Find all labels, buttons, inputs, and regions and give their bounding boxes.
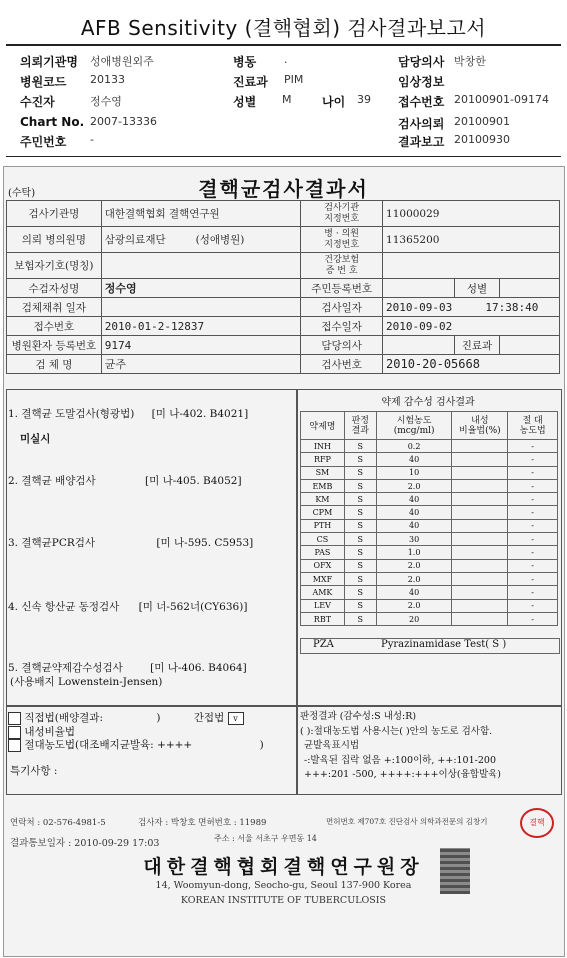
drug-row bbox=[301, 533, 558, 546]
drug-row bbox=[301, 440, 558, 453]
institute-name-en: KOREAN INSTITUTE OF TUBERCULOSIS bbox=[180, 895, 387, 906]
drug-row bbox=[301, 506, 558, 519]
judgement-line-5: +++:201 -500, ++++:+++이상(융합발육) bbox=[304, 769, 502, 780]
judgement-line-4: -:발육된 집락 없음 +:100이하, ++:101-200 bbox=[304, 754, 496, 766]
drug-result: S bbox=[344, 466, 376, 479]
patient-label: 수진자 bbox=[20, 95, 55, 109]
drug-table bbox=[300, 411, 558, 626]
insurance-no-label: 건강보험 증 번 호 bbox=[301, 253, 383, 279]
hospital-code-value: 20133 bbox=[90, 73, 125, 86]
clinical-info-label: 임상정보 bbox=[398, 75, 445, 89]
collection-date-label: 검체채취 일자 bbox=[7, 298, 102, 317]
drug-ratio bbox=[452, 453, 508, 466]
drug-row bbox=[301, 519, 558, 532]
address-kr: 주소 : 서울 서초구 우면동 14 bbox=[214, 834, 317, 843]
absolute-method-checkbox[interactable] bbox=[8, 739, 21, 752]
drug-concentration: 2.0 bbox=[376, 559, 452, 572]
drug-result: S bbox=[344, 572, 376, 585]
drug-ratio bbox=[452, 466, 508, 479]
drug-name: OFX bbox=[301, 559, 345, 572]
direct-method-label: 직접법(배양결과: bbox=[24, 712, 103, 724]
drug-ratio bbox=[452, 440, 508, 453]
age-value: 39 bbox=[357, 93, 371, 106]
indirect-method-checkbox[interactable]: v bbox=[228, 712, 244, 725]
referring-hospital-value: 삼광의료재단 bbox=[104, 234, 166, 246]
gender-label: 성별 bbox=[455, 279, 500, 298]
test-date-label: 검사일자 bbox=[301, 298, 383, 317]
referring-hospital-label: 의뢰 병의원명 bbox=[7, 227, 102, 253]
patient-reg-no-value: 9174 bbox=[101, 336, 301, 355]
drug-row bbox=[301, 612, 558, 625]
judgement-line-2: ( ):절대농도법 사용시는( )안의 농도로 검사함. bbox=[300, 725, 493, 737]
drug-concentration: 2.0 bbox=[376, 599, 452, 612]
indirect-method-label: 간접법 bbox=[193, 712, 225, 724]
attending-doctor-value bbox=[383, 336, 455, 355]
drug-absolute: - bbox=[508, 493, 558, 506]
hospital-label: 의뢰기관명 bbox=[20, 55, 78, 69]
chart-no-value: 2007-13336 bbox=[90, 115, 157, 128]
drug-name: PTH bbox=[301, 519, 345, 532]
drug-result: S bbox=[344, 479, 376, 492]
document-title: 결핵균검사결과서 bbox=[198, 177, 369, 201]
table-row bbox=[7, 227, 560, 253]
request-date-label: 검사의뢰 bbox=[398, 117, 445, 131]
drug-name: INH bbox=[301, 440, 345, 453]
drug-concentration: 40 bbox=[376, 519, 452, 532]
drug-ratio bbox=[452, 506, 508, 519]
drug-concentration: 40 bbox=[376, 586, 452, 599]
insurance-no-value bbox=[383, 253, 560, 279]
direct-method bbox=[8, 710, 244, 725]
official-stamp bbox=[440, 848, 470, 894]
test-4-code: [미 너-562너(CY636)] bbox=[138, 601, 248, 613]
header-divider bbox=[6, 44, 561, 46]
drug-absolute: - bbox=[508, 466, 558, 479]
drug-ratio bbox=[452, 519, 508, 532]
drug-result: S bbox=[344, 440, 376, 453]
drug-result: S bbox=[344, 493, 376, 506]
test-5-medium: (사용배지 Lowenstein-Jensen) bbox=[10, 676, 163, 688]
drug-ratio bbox=[452, 533, 508, 546]
test-3-title: 3. 결핵균PCR검사 bbox=[8, 537, 96, 549]
test-2-title: 2. 결핵균 배양검사 bbox=[8, 475, 96, 487]
drug-ratio bbox=[452, 559, 508, 572]
drug-ratio bbox=[452, 612, 508, 625]
drug-result: S bbox=[344, 612, 376, 625]
drug-row bbox=[301, 572, 558, 585]
pza-label: PZA bbox=[313, 639, 334, 650]
judgement-legend bbox=[300, 710, 501, 783]
drug-concentration: 2.0 bbox=[376, 479, 452, 492]
drug-name: CS bbox=[301, 533, 345, 546]
drug-row bbox=[301, 559, 558, 572]
drug-concentration: 40 bbox=[376, 493, 452, 506]
drug-concentration: 10 bbox=[376, 466, 452, 479]
drug-name: CPM bbox=[301, 506, 345, 519]
drug-name: RFP bbox=[301, 453, 345, 466]
drug-result: S bbox=[344, 559, 376, 572]
test-5 bbox=[8, 660, 247, 675]
table-row bbox=[7, 355, 560, 374]
drug-absolute: - bbox=[508, 572, 558, 585]
drug-ratio bbox=[452, 572, 508, 585]
header-drug: 약제명 bbox=[301, 412, 345, 440]
absolute-method bbox=[8, 737, 264, 752]
header-concentration: 시험농도 (mcg/ml) bbox=[376, 412, 452, 440]
drug-absolute: - bbox=[508, 612, 558, 625]
drug-row bbox=[301, 599, 558, 612]
examinee-name-label: 수검자성명 bbox=[7, 279, 102, 298]
drug-ratio bbox=[452, 599, 508, 612]
drug-result: S bbox=[344, 546, 376, 559]
dept-label: 진료과 bbox=[455, 336, 500, 355]
table-row bbox=[7, 279, 560, 298]
drug-result: S bbox=[344, 586, 376, 599]
drug-concentration: 40 bbox=[376, 453, 452, 466]
insurer-label: 보험자기호(명칭) bbox=[7, 253, 102, 279]
specimen-value: 균주 bbox=[101, 355, 301, 374]
drug-concentration: 20 bbox=[376, 612, 452, 625]
test-5-code: [미 나-406. B4064] bbox=[150, 662, 247, 674]
table-row bbox=[7, 336, 560, 355]
test-2 bbox=[8, 473, 242, 488]
drug-row bbox=[301, 546, 558, 559]
test-2-code: [미 나-405. B4052] bbox=[145, 475, 242, 487]
drug-absolute: - bbox=[508, 546, 558, 559]
test-1-title: 1. 결핵균 도말검사(형광법) bbox=[8, 408, 135, 420]
specimen-label: 검 체 명 bbox=[7, 355, 102, 374]
drug-result: S bbox=[344, 519, 376, 532]
report-title: AFB Sensitivity (결핵협회) 검사결과보고서 bbox=[80, 16, 487, 40]
test-3 bbox=[8, 535, 253, 550]
header-ratio-method: 내성 비율법(%) bbox=[452, 412, 508, 440]
drug-absolute: - bbox=[508, 453, 558, 466]
drug-absolute: - bbox=[508, 533, 558, 546]
institution-id-value: 11000029 bbox=[383, 201, 560, 227]
pza-row bbox=[300, 638, 560, 654]
doctor-value: 박창한 bbox=[454, 55, 486, 68]
header-absolute-method: 절 대 농도법 bbox=[508, 412, 558, 440]
table-row bbox=[7, 201, 560, 227]
resident-no-value: - bbox=[90, 133, 94, 146]
drug-row bbox=[301, 479, 558, 492]
drug-name: MXF bbox=[301, 572, 345, 585]
drug-ratio bbox=[452, 493, 508, 506]
address-en: 14, Woomyun-dong, Seocho-gu, Seoul 137-900 Korea bbox=[155, 880, 412, 891]
judgement-line-3: 균발육표시법 bbox=[304, 740, 360, 751]
test-5-title: 5. 결핵균약제감수성검사 bbox=[8, 662, 123, 674]
test-1-code: [미 나-402. B4021] bbox=[151, 408, 249, 420]
direct-method-close: ) bbox=[156, 712, 161, 724]
drug-result: S bbox=[344, 599, 376, 612]
drug-absolute: - bbox=[508, 519, 558, 532]
receipt-date-label: 접수일자 bbox=[301, 317, 383, 336]
test-4 bbox=[8, 599, 247, 614]
clinic-id-value: 11365200 bbox=[383, 227, 560, 253]
drug-absolute: - bbox=[508, 559, 558, 572]
table-row bbox=[7, 298, 560, 317]
institute-name: 대한결핵협회결핵연구원장 bbox=[143, 856, 424, 878]
header-bottom-divider bbox=[6, 156, 561, 157]
collection-date-value bbox=[101, 298, 301, 317]
patient-value: 정수영 bbox=[90, 95, 122, 108]
drug-ratio bbox=[452, 479, 508, 492]
drug-concentration: 40 bbox=[376, 506, 452, 519]
physician-license: 면허번호 제707호 진단검사 의학과전문의 김창기 bbox=[326, 817, 488, 826]
drug-name: KM bbox=[301, 493, 345, 506]
drug-result: S bbox=[344, 506, 376, 519]
drug-result: S bbox=[344, 533, 376, 546]
drug-row bbox=[301, 493, 558, 506]
notification-date: 결과통보일자 : 2010-09-29 17:03 bbox=[10, 838, 160, 849]
receipt-no-label: 접수번호 bbox=[398, 95, 445, 109]
ratio-method-label: 내성비율법 bbox=[24, 726, 76, 738]
institution-value: 대한결핵협회 결핵연구원 bbox=[101, 201, 301, 227]
drug-name: EMB bbox=[301, 479, 345, 492]
pza-value: Pyrazinamidase Test( S ) bbox=[381, 639, 507, 650]
examiner-info: 검사자 : 박창호 면허번호 : 11989 bbox=[138, 818, 267, 828]
table-row bbox=[7, 317, 560, 336]
drug-absolute: - bbox=[508, 506, 558, 519]
doc-receipt-no-value: 2010-01-2-12837 bbox=[101, 317, 301, 336]
drug-ratio bbox=[452, 546, 508, 559]
request-date-value: 20100901 bbox=[454, 115, 510, 128]
examinee-name-value: 정수영 bbox=[101, 279, 301, 298]
drug-name: PAS bbox=[301, 546, 345, 559]
seal-text: 결핵 bbox=[529, 818, 545, 827]
department-label: 진료과 bbox=[233, 75, 268, 89]
receipt-date-value: 2010-09-02 bbox=[383, 317, 560, 336]
drug-ratio bbox=[452, 586, 508, 599]
info-table bbox=[6, 200, 560, 374]
clinic-id-label: 병 · 의원 지정번호 bbox=[301, 227, 383, 253]
resident-no-label: 주민번호 bbox=[20, 135, 67, 149]
dept-value bbox=[499, 336, 559, 355]
gender-value bbox=[499, 279, 559, 298]
report-date-value: 20100930 bbox=[454, 133, 510, 146]
test-no-label: 검사번호 bbox=[301, 355, 383, 374]
patient-reg-no-label: 병원환자 등록번호 bbox=[7, 336, 102, 355]
test-4-title: 4. 신속 항산균 동정검사 bbox=[8, 601, 120, 613]
absolute-method-label: 절대농도법(대조배지균발육: ++++ bbox=[24, 739, 193, 751]
institution-label: 검사기관명 bbox=[7, 201, 102, 227]
doc-receipt-no-label: 접수번호 bbox=[7, 317, 102, 336]
test-no-value: 2010-20-05668 bbox=[383, 355, 560, 374]
ward-label: 병동 bbox=[233, 55, 257, 69]
absolute-method-close: ) bbox=[259, 739, 264, 751]
drug-absolute: - bbox=[508, 440, 558, 453]
test-3-code: [미 나-595. C5953] bbox=[156, 537, 254, 549]
drug-absolute: - bbox=[508, 479, 558, 492]
referring-hospital-sub: (성애병원) bbox=[195, 234, 245, 246]
drug-name: SM bbox=[301, 466, 345, 479]
header-result: 판정 결과 bbox=[344, 412, 376, 440]
drug-concentration: 0.2 bbox=[376, 440, 452, 453]
test-1-result: 미실시 bbox=[20, 433, 51, 445]
drug-concentration: 30 bbox=[376, 533, 452, 546]
test-1 bbox=[8, 406, 248, 421]
table-row bbox=[7, 253, 560, 279]
hospital-value: 성애병원외주 bbox=[90, 55, 154, 68]
chart-no-label: Chart No. bbox=[20, 115, 85, 129]
test-date-value: 2010-09-03 17:38:40 bbox=[383, 298, 560, 317]
receipt-no-value: 20100901-09174 bbox=[454, 93, 549, 106]
drug-absolute: - bbox=[508, 586, 558, 599]
direct-method-checkbox[interactable] bbox=[8, 712, 21, 725]
drug-row bbox=[301, 466, 558, 479]
contact-info: 연락처 : 02-576-4981-5 bbox=[10, 818, 106, 828]
department-value: PIM bbox=[284, 73, 304, 86]
insurer-value bbox=[101, 253, 301, 279]
copy-label: (수탁) bbox=[8, 188, 36, 199]
report-date-label: 결과보고 bbox=[398, 135, 445, 149]
attending-doctor-label: 담당의사 bbox=[301, 336, 383, 355]
doctor-label: 담당의사 bbox=[398, 55, 445, 69]
drug-result: S bbox=[344, 453, 376, 466]
drug-row bbox=[301, 453, 558, 466]
hospital-code-label: 병원코드 bbox=[20, 75, 67, 89]
sex-value: M bbox=[282, 93, 292, 106]
drug-row bbox=[301, 586, 558, 599]
drug-absolute: - bbox=[508, 599, 558, 612]
drug-table-header bbox=[301, 412, 558, 440]
drug-concentration: 1.0 bbox=[376, 546, 452, 559]
drug-name: AMK bbox=[301, 586, 345, 599]
judgement-line-1: 판정결과 (감수성:S 내성:R) bbox=[300, 711, 417, 722]
age-label: 나이 bbox=[322, 95, 346, 109]
institution-id-label: 검사기관 지정번호 bbox=[301, 201, 383, 227]
resident-id-value bbox=[383, 279, 455, 298]
ward-value: . bbox=[284, 53, 288, 66]
resident-id-label: 주민등록번호 bbox=[301, 279, 383, 298]
remarks-label: 특기사항 : bbox=[10, 765, 58, 777]
sex-label: 성별 bbox=[233, 95, 257, 109]
drug-table-title: 약제 감수성 검사결과 bbox=[381, 397, 475, 408]
drug-name: RBT bbox=[301, 612, 345, 625]
drug-concentration: 2.0 bbox=[376, 572, 452, 585]
red-seal bbox=[520, 808, 554, 838]
drug-name: LEV bbox=[301, 599, 345, 612]
